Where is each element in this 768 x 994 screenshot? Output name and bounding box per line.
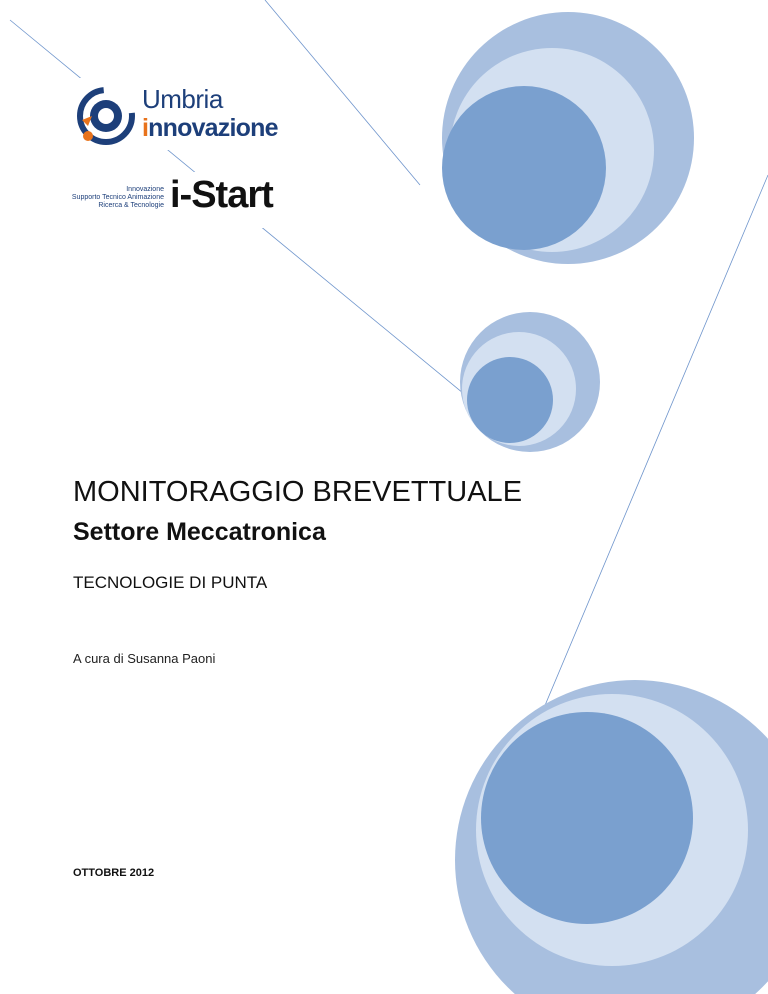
circle-group-top (442, 12, 694, 264)
umbria-innovazione-logo (70, 78, 280, 150)
brand-name-rest: nnovazione (148, 114, 278, 142)
i-start-wordmark: i-Start (170, 174, 273, 216)
author-line: A cura di Susanna Paoni (73, 651, 216, 666)
publication-date: OTTOBRE 2012 (73, 867, 155, 879)
document-subtitle: Settore Meccatronica (73, 518, 326, 546)
i-start-tagline (60, 186, 164, 210)
tagline-line: Ricerca & Tecnologie (98, 202, 164, 209)
document-title: MONITORAGGIO BREVETTUALE (73, 476, 523, 508)
diagonal-line-2 (265, 0, 420, 185)
i-start-logo (60, 172, 285, 228)
tagline-line: Supporto Tecnico Animazione (71, 194, 164, 201)
circle-group-middle (460, 312, 600, 452)
brand-initial: i (142, 114, 149, 142)
circle-group-bottom (455, 680, 768, 994)
tagline-line: Innovazione (126, 186, 164, 193)
gear-icon (76, 86, 136, 146)
brand-name-line2 (142, 114, 278, 143)
brand-name-line1: Umbria (142, 84, 223, 114)
section-heading: TECNOLOGIE DI PUNTA (73, 573, 268, 592)
